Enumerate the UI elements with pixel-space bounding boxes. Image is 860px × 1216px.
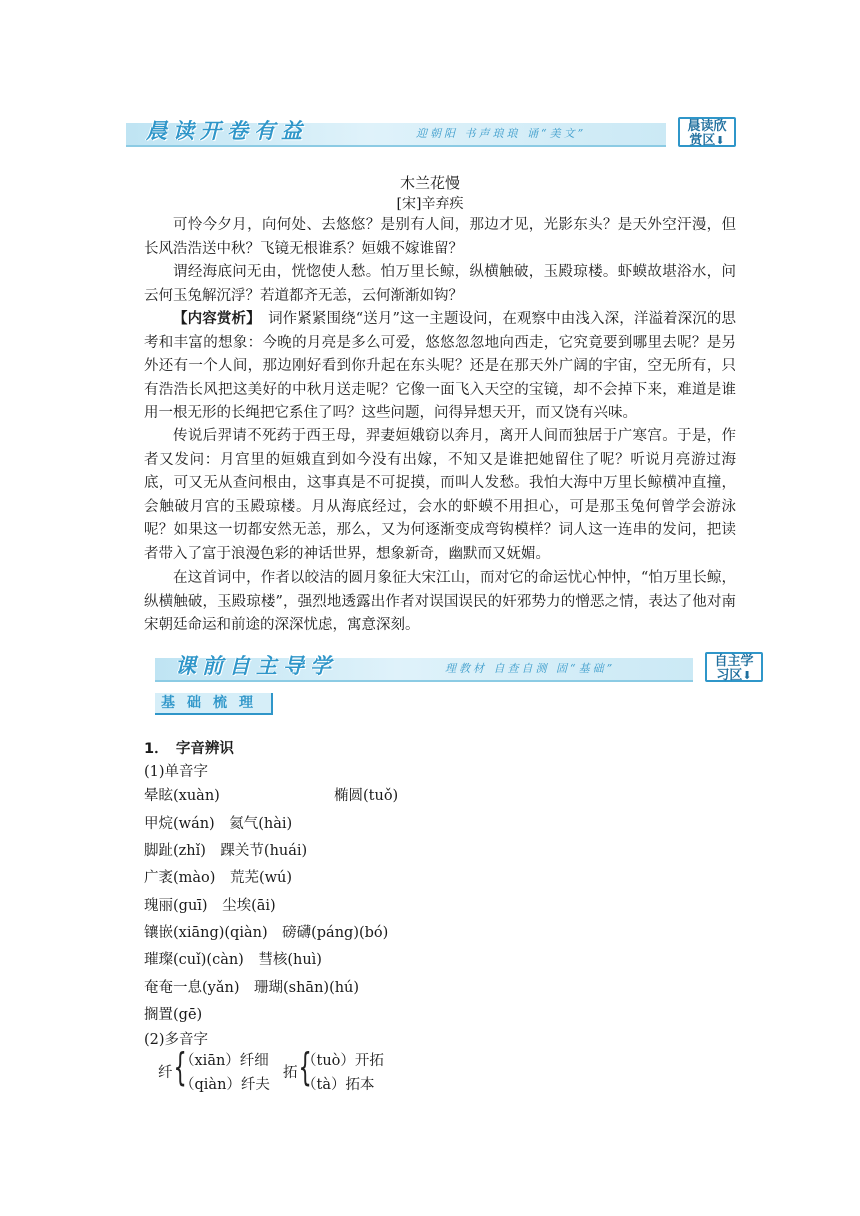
banner-self-study [155, 652, 763, 682]
pinyin-row: 镶嵌(xiāng)(qiàn) 磅礴(páng)(bó) [144, 925, 389, 941]
poem-stanza-2: 谓经海底问无由，恍惚使人愁。怕万里长鲸，纵横触破，玉殿琼楼。虾蟆故堪浴水，问云何玉兔解沉浮？若道都齐无恙，云何渐渐如钩？ [144, 264, 736, 304]
arrow-down-icon: ⬇ [715, 134, 725, 147]
polyphone-reading: （tà）拓本 [302, 1077, 375, 1093]
subheading-single: (1)单音字 [144, 764, 209, 780]
pinyin-row: 晕眩(xuàn) [144, 788, 220, 804]
box-line2: 赏区⬇ [689, 133, 725, 148]
poem-stanza-1: 可怜今夕月，向何处、去悠悠？是别有人间，那边才见，光影东头？是天外空汗漫，但长风浩浩送中秋？飞镜无根谁系？姮娥不嫁谁留？ [144, 217, 736, 257]
polyphone-char: 纤 [158, 1065, 173, 1081]
banner-zone-box [678, 117, 736, 147]
section-tag: 基础梳理 [155, 693, 273, 715]
pinyin-row: 椭圆(tuǒ) [334, 788, 399, 804]
banner-subtitle: 理教材 自查自测 固“基础” [445, 662, 616, 675]
pinyin-row: 璀璨(cuǐ)(càn) 彗核(huì) [144, 952, 322, 968]
box-line1: 自主学 [714, 654, 754, 669]
pinyin-row: 奄奄一息(yǎn) 珊瑚(shān)(hú) [144, 980, 360, 996]
banner-title: 晨读开卷有益 [146, 118, 308, 143]
polyphone-reading: （xiān）纤细 [180, 1053, 269, 1069]
pinyin-row: 脚趾(zhǐ) 踝关节(huái) [144, 843, 308, 859]
pinyin-row: 广袤(mào) 荒芜(wú) [144, 870, 293, 886]
banner-title: 课前自主导学 [175, 653, 337, 678]
brace-icon: { [173, 1045, 187, 1089]
polyphone-reading: （qiàn）纤夫 [180, 1077, 270, 1093]
analysis-text-1: 词作紧紧围绕“送月”这一主题设问，在观察中由浅入深，洋溢着深沉的思考和丰富的想象：今晚的月亮是多么可爱，悠悠忽忽地向西走，它究竟要到哪里去呢？是另外还有一个人间，那边刚好看到你升起在东头呢？还是在那天外广阔的宇宙，空无所有，只有浩浩长风把这美好的中秋月送走呢？它像一面飞入天空的宝镜，却不会掉下来，难道是谁用一根无形的长绳把它系住了吗？这些问题，问得异想天开，而又饶有兴味。 [144, 311, 737, 421]
polyphone-reading: （tuò）开拓 [302, 1053, 384, 1069]
banner-subtitle: 迎朝阳 书声琅琅 诵“美文” [416, 127, 587, 140]
analysis-paragraph-2: 传说后羿请不死药于西王母，羿妻姮娥窃以奔月，离开人间而独居于广寒宫。于是，作者又发问：月宫里的姮娥直到如今没有出嫁，不知又是谁把她留住了呢？听说月亮游过海底，可又无从查问根由，这事真是不可捉摸，而叫人发愁。我怕大海中万里长鲸横冲直撞，会触破月宫的玉殿琼楼。月从海底经过，会水的虾蟆不用担心，可是那玉兔何曾学会游泳呢？如果这一切都安然无恙，那么，又为何逐渐变成弯钩模样？词人这一连串的发问，把读者带入了富于浪漫色彩的神话世界，想象新奇，幽默而又妩媚。 [144, 428, 736, 562]
arrow-down-icon: ⬇ [742, 669, 752, 682]
banner-zone-box [705, 652, 763, 682]
banner-morning-reading [126, 117, 736, 147]
box-line1: 晨读欣 [687, 119, 727, 134]
analysis-paragraph-1 [144, 308, 736, 426]
analysis-paragraph-3: 在这首词中，作者以皎洁的圆月象征大宋江山，而对它的命运忧心忡忡，“怕万里长鲸，纵横触破，玉殿琼楼”，强烈地透露出作者对误国误民的奸邪势力的憎恶之情，表达了他对南宋朝廷命运和前途的深深忧虑，寓意深刻。 [144, 570, 736, 633]
pinyin-row: 搁置(gē) [144, 1007, 203, 1023]
poem-title: 木兰花慢 [399, 174, 460, 192]
pinyin-row: 甲烷(wán) 氦气(hài) [144, 816, 293, 832]
box-line2: 习区⬇ [716, 668, 752, 683]
section-heading: 1． 字音辨识 [144, 741, 234, 757]
pinyin-row: 瑰丽(guī) 尘埃(āi) [144, 898, 276, 914]
brace-icon: { [298, 1045, 312, 1089]
polyphone-char: 拓 [283, 1065, 298, 1081]
poem-author: [宋]辛弃疾 [396, 196, 464, 212]
analysis-label: 【内容赏析】 [173, 311, 254, 327]
subheading-multi: (2)多音字 [144, 1032, 209, 1048]
